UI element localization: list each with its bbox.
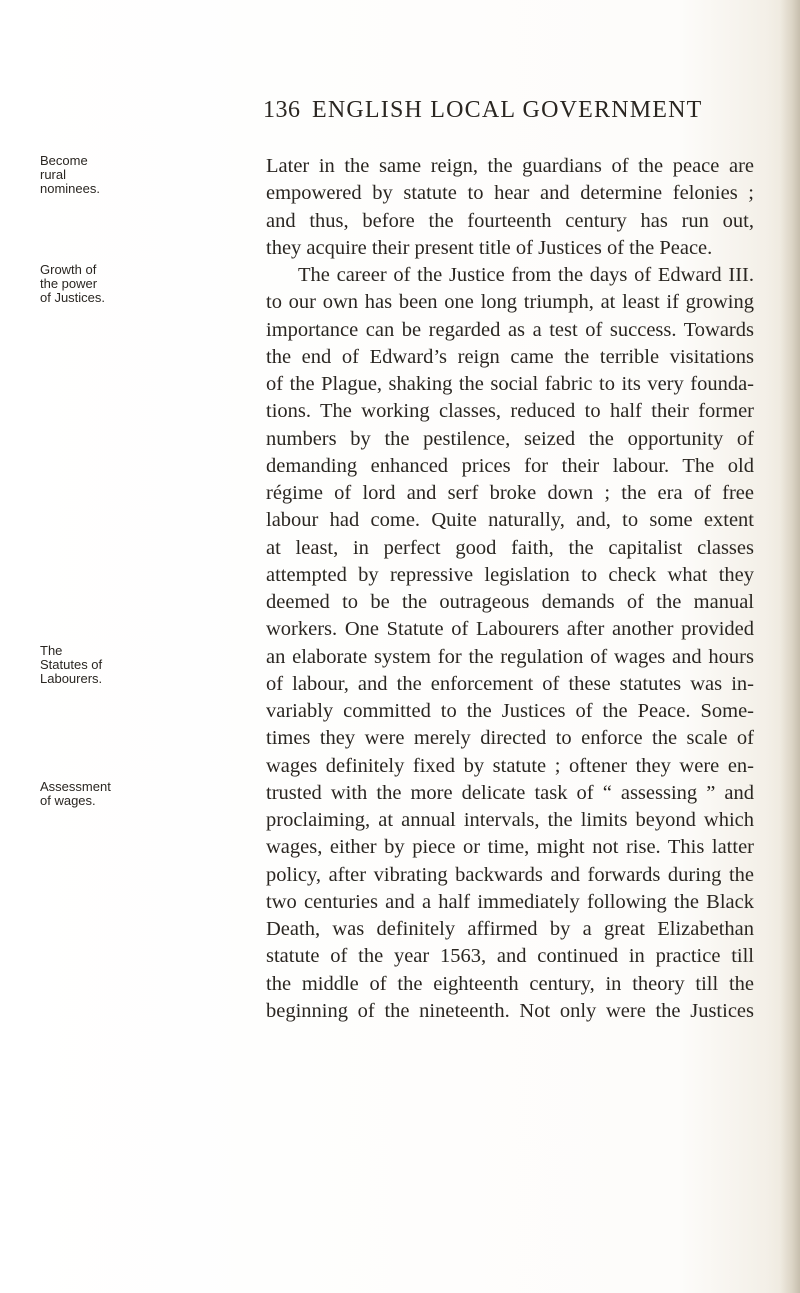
text-line: importance can be regarded as a test of success. Towards bbox=[266, 318, 754, 341]
text-line: times they were merely directed to enforce the scale of bbox=[266, 727, 754, 750]
text-line: proclaiming, at annual intervals, the limits beyond which bbox=[266, 809, 754, 831]
text-line: The career of the Justice from the days of Edward III. bbox=[298, 264, 754, 286]
text-line: to our own has been one long triumph, at least if growing bbox=[266, 291, 754, 314]
margin-note-assessment-of-wages: Assessment of wages. bbox=[40, 779, 111, 808]
text-line: empowered by statute to hear and determine felonies ; bbox=[266, 182, 754, 205]
running-title: ENGLISH LOCAL GOVERNMENT bbox=[312, 97, 703, 123]
text-line: régime of lord and serf broke down ; the era of free bbox=[266, 482, 754, 504]
text-line: variably committed to the Justices of the Peace. Some- bbox=[266, 700, 754, 722]
text-line: an elaborate system for the regulation of wages and hours bbox=[266, 645, 754, 668]
text-line: workers. One Statute of Labourers after another provided bbox=[266, 618, 754, 641]
text-line: wages, either by piece or time, might not rise. This latter bbox=[266, 836, 754, 859]
text-line: two centuries and a half immediately following the Black bbox=[266, 890, 754, 913]
text-line: attempted by repressive legislation to check what they bbox=[266, 563, 754, 586]
text-line: Later in the same reign, the guardians of the peace are bbox=[266, 155, 754, 177]
text-line: demanding enhanced prices for their labour. The old bbox=[266, 454, 754, 477]
text-line: the middle of the eighteenth century, in theory till the bbox=[266, 972, 754, 995]
text-line: of the Plague, shaking the social fabric to its very founda- bbox=[266, 373, 754, 395]
body-text bbox=[266, 153, 754, 1025]
text-line: tions. The working classes, reduced to half their former bbox=[266, 400, 754, 423]
margin-note-growth-of-power: Growth of the power of Justices. bbox=[40, 262, 106, 305]
text-line: statute of the year 1563, and continued in practice till bbox=[266, 945, 754, 968]
text-line: numbers by the pestilence, seized the opportunity of bbox=[266, 427, 754, 450]
margin-note-rural-nominees: Become rural nominees. bbox=[40, 153, 100, 196]
text-line: beginning of the nineteenth. Not only were the Justices bbox=[266, 999, 754, 1022]
page-edge-shadow bbox=[780, 0, 800, 1293]
text-line: labour had come. Quite naturally, and, to some extent bbox=[266, 509, 754, 532]
text-line: at least, in perfect good faith, the capitalist classes bbox=[266, 536, 754, 559]
text-line: of labour, and the enforcement of these statutes was in- bbox=[266, 672, 754, 695]
text-line: and thus, before the fourteenth century has run out, bbox=[266, 209, 754, 232]
text-line: wages definitely fixed by statute ; oftener they were en- bbox=[266, 754, 754, 777]
text-line: Death, was definitely affirmed by a great Elizabethan bbox=[266, 918, 754, 940]
text-line: deemed to be the outrageous demands of the manual bbox=[266, 591, 754, 613]
text-line: policy, after vibrating backwards and forwards during the bbox=[266, 863, 754, 886]
page-number: 136 bbox=[263, 97, 301, 123]
text-line: they acquire their present title of Justices of the Peace. bbox=[266, 236, 713, 259]
text-line: the end of Edward’s reign came the terrible visitations bbox=[266, 345, 754, 368]
text-line: trusted with the more delicate task of “ assessing ” and bbox=[266, 781, 754, 804]
margin-note-statutes-of-labourers: The Statutes of Labourers. bbox=[40, 643, 103, 686]
